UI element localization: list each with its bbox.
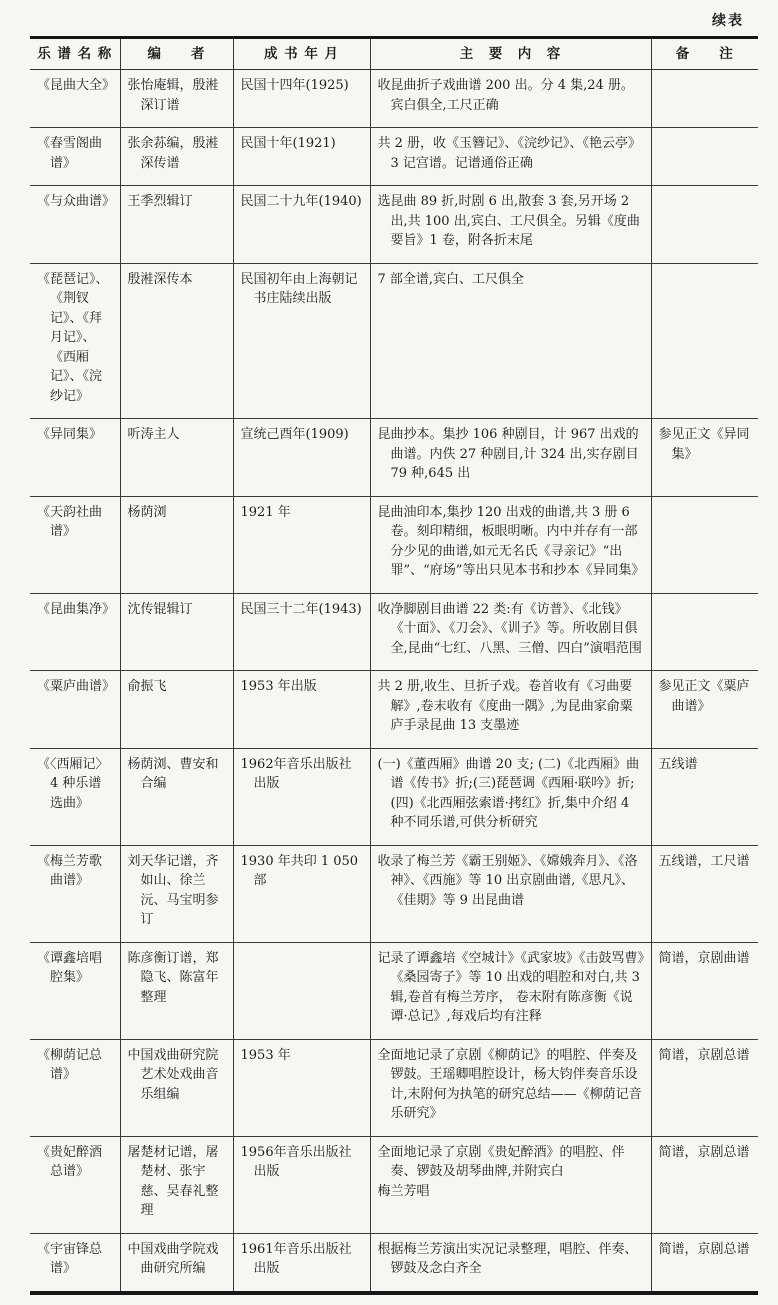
table-row: [30, 671, 758, 749]
cell-editor: 刘天华记谱，齐如山、徐兰沅、马宝明参订: [120, 845, 233, 942]
header-row: [30, 38, 758, 70]
cell-note: 五线谱，工尺谱: [651, 845, 758, 942]
table-row: [30, 942, 758, 1039]
cell-main-content: 昆曲抄本。集抄 106 种剧目，计 967 出戏的曲谱。内佚 27 种剧目,计 324 出,实存剧目 79 种,645 出: [370, 419, 651, 497]
cell-date: 1962年音乐出版社出版: [233, 748, 370, 845]
cell-score-name: 《异同集》: [30, 419, 120, 497]
table-row: [30, 419, 758, 497]
table-row: [30, 593, 758, 671]
cell-date: 民国二十九年(1940): [233, 186, 370, 264]
cell-editor: 中国戏曲研究院艺术处戏曲音乐组编: [120, 1039, 233, 1136]
cell-main-content: 收昆曲折子戏曲谱 200 出。分 4 集,24 册。宾白俱全,工尺正确: [370, 70, 651, 128]
cell-date: [233, 942, 370, 1039]
col-header-score-name: 乐 谱 名 称: [30, 38, 120, 70]
table-body: [30, 70, 758, 1293]
cell-score-name: 《梅兰芳歌曲谱》: [30, 845, 120, 942]
cell-score-name: 《〈西厢记〉4 种乐谱选曲》: [30, 748, 120, 845]
cell-editor: 陈彦衡订谱，郑隐飞、陈富年整理: [120, 942, 233, 1039]
cell-main-content: 收录了梅兰芳《霸王别姬》、《嫦娥奔月》、《洛神》、《西施》等 10 出京剧曲谱,《思凡》、《佳期》等 9 出昆曲谱: [370, 845, 651, 942]
table-row: [30, 748, 758, 845]
cell-editor: 张怡庵辑，殷溎深订谱: [120, 70, 233, 128]
cell-score-name: 《与众曲谱》: [30, 186, 120, 264]
cell-note: 简谱，京剧曲谱: [651, 942, 758, 1039]
cell-score-name: 《昆曲大全》: [30, 70, 120, 128]
table-row: [30, 1136, 758, 1233]
cell-note: [651, 70, 758, 128]
cell-score-name: 《谭鑫培唱腔集》: [30, 942, 120, 1039]
table-row: [30, 70, 758, 128]
cell-score-name: 《宇宙锋总谱》: [30, 1233, 120, 1293]
cell-main-content: 记录了谭鑫培《空城计》《武家坡》《击鼓骂曹》《桑园寄子》等 10 出戏的唱腔和对白,共 3 辑,卷首有梅兰芳序， 卷末附有陈彦衡《说谭·总记》,每戏后均有注释: [370, 942, 651, 1039]
cell-editor: 杨荫浏: [120, 496, 233, 593]
cell-main-content: (一)《董西厢》曲谱 20 支; (二)《北西厢》曲谱《传书》折;(三)琵琶调《西厢·联吟》折; (四)《北西厢弦索谱·拷红》折,集中介绍 4 种不同乐谱,可供分析研究: [370, 748, 651, 845]
cell-editor: 俞振飞: [120, 671, 233, 749]
cell-note: [651, 186, 758, 264]
table-row: [30, 1039, 758, 1136]
cell-main-content: 选昆曲 89 折,时剧 6 出,散套 3 套,另开场 2 出,共 100 出,宾白、工尺俱全。另辑《度曲要旨》1 卷，附各折末尾: [370, 186, 651, 264]
table-row: [30, 186, 758, 264]
cell-note: [651, 263, 758, 419]
col-header-notes: 备 注: [651, 38, 758, 70]
cell-note: 简谱，京剧总谱: [651, 1233, 758, 1293]
table-header: [30, 38, 758, 70]
cell-note: [651, 496, 758, 593]
cell-editor: 杨荫浏、曹安和合编: [120, 748, 233, 845]
cell-note: 简谱，京剧总谱: [651, 1136, 758, 1233]
cell-note: 五线谱: [651, 748, 758, 845]
cell-editor: 听涛主人: [120, 419, 233, 497]
cell-date: 1961年音乐出版社出版: [233, 1233, 370, 1293]
cell-editor: 张余荪编，殷溎深传谱: [120, 128, 233, 186]
cell-score-name: 《粟庐曲谱》: [30, 671, 120, 749]
table-row: [30, 845, 758, 942]
cell-date: 1921 年: [233, 496, 370, 593]
cell-main-content: 共 2 册，收《玉簪记》、《浣纱记》、《艳云亭》3 记宫谱。记谱通俗正确: [370, 128, 651, 186]
cell-date: 民国初年由上海朝记书庄陆续出版: [233, 263, 370, 419]
table-row: [30, 496, 758, 593]
cell-main-content: 昆曲油印本,集抄 120 出戏的曲谱,共 3 册 6 卷。刻印精细，板眼明晰。内中并存有一部分少见的曲谱,如元无名氏《寻亲记》“出罪”、“府场”等出只见本书和抄本《异同集》: [370, 496, 651, 593]
table-row: [30, 1233, 758, 1293]
cell-note: [651, 593, 758, 671]
cell-editor: 中国戏曲学院戏曲研究所编: [120, 1233, 233, 1293]
cell-main-content: 全面地记录了京剧《柳荫记》的唱腔、伴奏及锣鼓。王瑶卿唱腔设计，杨大钧伴奏音乐设计,末附何为执笔的研究总结——《柳荫记音乐研究》: [370, 1039, 651, 1136]
col-header-main-content: 主 要 内 容: [370, 38, 651, 70]
table-row: [30, 128, 758, 186]
cell-date: 1956年音乐出版社出版: [233, 1136, 370, 1233]
cell-note: [651, 128, 758, 186]
col-header-date: 成 书 年 月: [233, 38, 370, 70]
cell-date: 民国三十二年(1943): [233, 593, 370, 671]
cell-content-extra-line: 梅兰芳唱: [377, 1183, 430, 1199]
cell-note: 简谱，京剧总谱: [651, 1039, 758, 1136]
cell-editor: 屠楚材记谱，屠楚材、张宇慈、吴春礼整理: [120, 1136, 233, 1233]
cell-date: 1953 年: [233, 1039, 370, 1136]
cell-date: 宣统己酉年(1909): [233, 419, 370, 497]
cell-date: 民国十年(1921): [233, 128, 370, 186]
continued-table-label: 续表: [712, 13, 744, 29]
cell-main-content: 7 部全谱,宾白、工尺俱全: [370, 263, 651, 419]
cell-score-name: 《琵琶记》、《荆钗记》、《拜月记》、《西厢记》、《浣纱记》: [30, 263, 120, 419]
cell-editor: 殷溎深传本: [120, 263, 233, 419]
cell-note: 参见正文《异同集》: [651, 419, 758, 497]
cell-editor: 王季烈辑订: [120, 186, 233, 264]
cell-main-content: 全面地记录了京剧《贵妃醉酒》的唱腔、伴奏、锣鼓及胡琴曲牌,并附宾白 梅兰芳唱: [370, 1136, 651, 1233]
cell-main-content: 共 2 册,收生、旦折子戏。卷首收有《习曲要解》,卷末收有《度曲一隅》,为昆曲家俞粟庐手录昆曲 13 支墨迹: [370, 671, 651, 749]
cell-editor: 沈传锟辑订: [120, 593, 233, 671]
cell-date: 民国十四年(1925): [233, 70, 370, 128]
cell-main-content: 收净脚剧目曲谱 22 类:有《访普》、《北钱》《十面》、《刀会》、《训子》等。所收剧目俱全,昆曲“七红、八黑、三僧、四白”演唱范围: [370, 593, 651, 671]
cell-main-content: 根据梅兰芳演出实况记录整理，唱腔、伴奏、锣鼓及念白齐全: [370, 1233, 651, 1293]
cell-score-name: 《柳荫记总谱》: [30, 1039, 120, 1136]
cell-date: 1953 年出版: [233, 671, 370, 749]
cell-note: 参见正文《粟庐曲谱》: [651, 671, 758, 749]
table-row: [30, 263, 758, 419]
cell-score-name: 《春雪阁曲谱》: [30, 128, 120, 186]
cell-score-name: 《贵妃醉酒总谱》: [30, 1136, 120, 1233]
cell-score-name: 《昆曲集净》: [30, 593, 120, 671]
col-header-editor: 编 者: [120, 38, 233, 70]
cell-date: 1930 年共印 1 050 部: [233, 845, 370, 942]
music-score-table: [30, 36, 758, 1295]
cell-score-name: 《天韵社曲谱》: [30, 496, 120, 593]
